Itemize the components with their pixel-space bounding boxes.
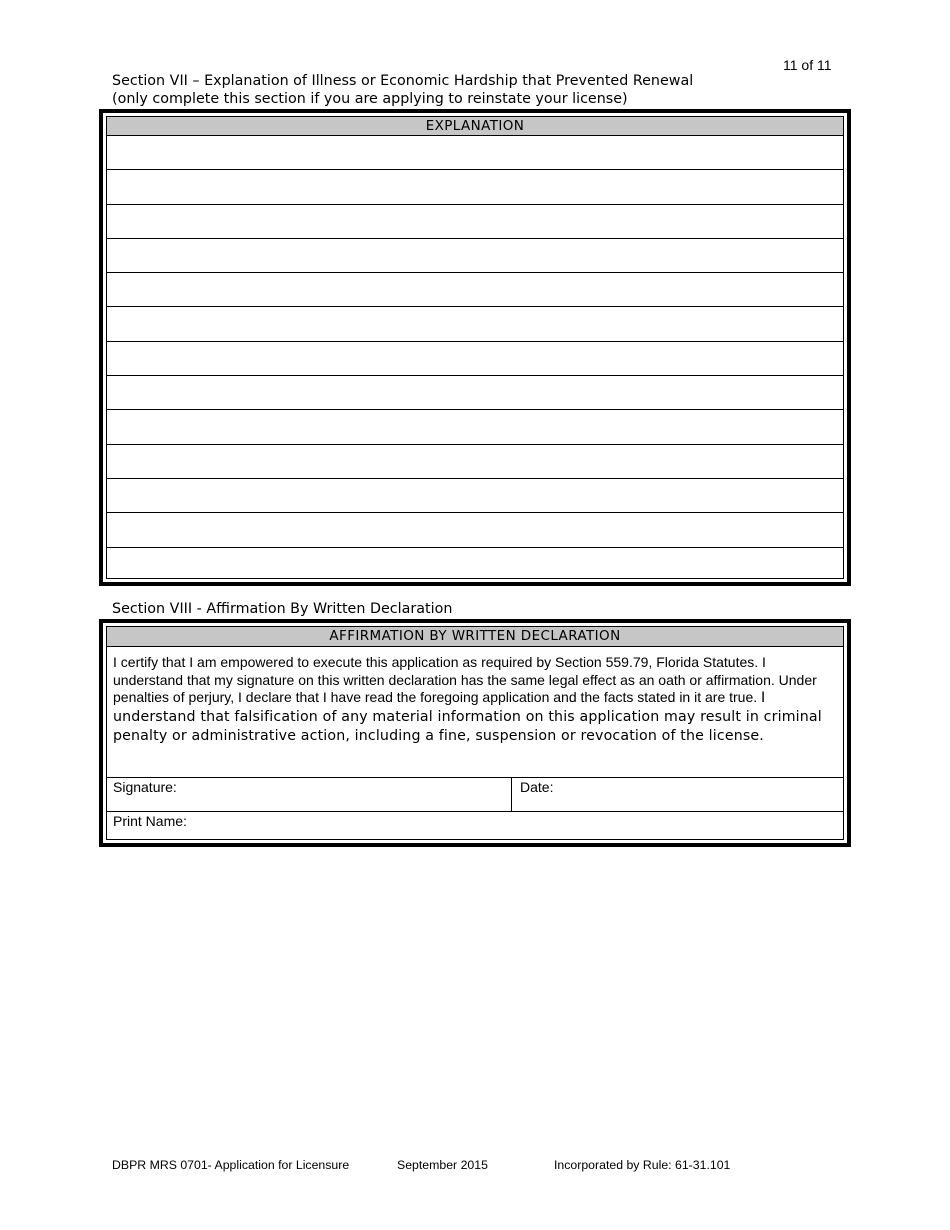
footer-form-id: DBPR MRS 0701- Application for Licensure: [112, 1158, 350, 1172]
print-name-field[interactable]: [107, 812, 843, 846]
section-7-heading: [112, 72, 693, 108]
signature-row: [107, 778, 843, 812]
explanation-lines: [107, 136, 843, 582]
explanation-line[interactable]: [107, 548, 843, 582]
explanation-line[interactable]: [107, 239, 843, 273]
section-7-title: Section VII – Explanation of Illness or Economic Hardship that Prevented Renewal: [112, 73, 694, 89]
affirmation-statement: [107, 647, 843, 778]
explanation-header: EXPLANATION: [107, 117, 843, 136]
explanation-table: [99, 109, 851, 586]
date-field[interactable]: [512, 778, 843, 811]
affirmation-statement-part1: I certify that I am empowered to execute this application as required by Section 559.79, Florida Statutes. I understand that my signature on this written declaration has the same legal effect as an oath or affirmation. Under penalties of perjury, I declare that I have read the foregoing application and the facts stated in it are true.: [113, 654, 817, 706]
explanation-line[interactable]: [107, 513, 843, 547]
explanation-line[interactable]: [107, 376, 843, 410]
explanation-line[interactable]: [107, 445, 843, 479]
explanation-line[interactable]: [107, 307, 843, 341]
explanation-line[interactable]: [107, 170, 843, 204]
section-8-heading: Section VIII - Affirmation By Written Declaration: [112, 601, 453, 617]
explanation-line[interactable]: [107, 410, 843, 444]
affirmation-table-inner: [106, 626, 844, 840]
footer-date: September 2015: [397, 1158, 488, 1172]
explanation-line[interactable]: [107, 205, 843, 239]
footer-rule: Incorporated by Rule: 61-31.101: [554, 1158, 731, 1172]
affirmation-statement-part2: I understand that falsification of any material information on this application may result in criminal penalty or administrative action, including a fine, suspension or revocation of the license.: [113, 690, 822, 744]
signature-field[interactable]: [107, 778, 512, 811]
explanation-line[interactable]: [107, 273, 843, 307]
explanation-table-inner: [106, 116, 844, 579]
signature-label: Signature:: [113, 779, 177, 795]
section-7-subtitle: (only complete this section if you are applying to reinstate your license): [112, 91, 628, 107]
explanation-line[interactable]: [107, 342, 843, 376]
date-label: Date:: [520, 779, 554, 795]
print-name-label: Print Name:: [113, 813, 187, 829]
explanation-line[interactable]: [107, 136, 843, 170]
affirmation-table: [99, 619, 851, 847]
explanation-line[interactable]: [107, 479, 843, 513]
affirmation-header: AFFIRMATION BY WRITTEN DECLARATION: [107, 627, 843, 647]
page-number: 11 of 11: [783, 57, 832, 73]
